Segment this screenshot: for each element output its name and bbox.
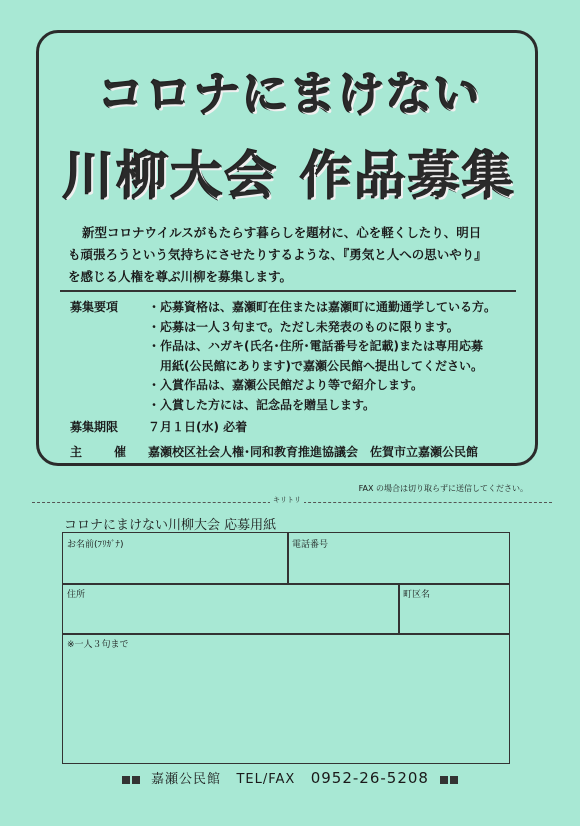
form-col-divider <box>398 583 400 633</box>
intro-line: 新型コロナウイルスがもたらす暮らしを題材に、心を軽くしたり、明日 <box>82 225 482 240</box>
requirements-list <box>148 298 528 415</box>
requirement-item: ・入賞した方には、記念品を贈呈します。 <box>148 397 376 412</box>
square-bullet-icon <box>450 776 458 784</box>
requirements-label: 募集要項 <box>70 300 119 314</box>
organizer-value: 嘉瀬校区社会人権･同和教育推進協議会 佐賀市立嘉瀬公民館 <box>148 445 479 459</box>
form-title: コロナにまけない川柳大会 応募用紙 <box>64 518 277 533</box>
district-field[interactable]: 町区名 <box>403 590 431 600</box>
title-line-1: コロナにまけない <box>98 67 482 121</box>
poem-field[interactable]: ※一人３句まで <box>67 640 129 650</box>
organizer-label: 主 催 <box>70 445 137 459</box>
address-field[interactable]: 住所 <box>67 590 86 600</box>
requirement-item: ・入賞作品は、嘉瀬公民館だより等で紹介します。 <box>148 378 424 392</box>
intro-line: を感じる人権を尊ぶ川柳を募集します。 <box>68 269 293 284</box>
cut-label: キリトリ <box>270 495 304 505</box>
square-bullet-icon <box>122 776 130 784</box>
form-row-divider <box>63 633 509 635</box>
requirement-item: ・応募資格は、嘉瀬町在住または嘉瀬町に通勤通学している方。 <box>148 300 497 314</box>
requirement-item: ・応募は一人３句まで。ただし未発表のものに限ります。 <box>148 319 459 334</box>
deadline-value: ７月１日(水) 必着 <box>148 420 248 434</box>
footer-phone-number: 0952-26-5208 <box>310 769 429 787</box>
requirement-item: ・作品は、ハガキ(氏名･住所･電話番号を記載)または専用応募 <box>148 339 483 353</box>
form-row-divider <box>63 583 509 585</box>
footer-telfax-label: TEL/FAX <box>236 772 296 787</box>
deadline-label: 募集期限 <box>70 420 119 434</box>
phone-field[interactable]: 電話番号 <box>292 540 329 550</box>
footer <box>0 768 580 787</box>
intro-text <box>68 222 518 288</box>
fax-note: FAX の場合は切り取らずに送信してください。 <box>358 484 528 493</box>
intro-line: も頑張ろうという気持ちにさせたりするような、『勇気と人への思いやり』 <box>68 247 487 262</box>
square-bullet-icon <box>132 776 140 784</box>
application-form <box>62 532 510 764</box>
form-col-divider <box>287 533 289 583</box>
footer-org: 嘉瀬公民館 <box>151 772 222 787</box>
divider <box>60 290 516 292</box>
title-line-2: 川柳大会 作品募集 <box>63 147 517 205</box>
name-field[interactable]: お名前(ﾌﾘｶﾞﾅ) <box>67 540 124 550</box>
requirement-item: 用紙(公民館にあります)で嘉瀬公民館へ提出してください。 <box>148 358 483 373</box>
square-bullet-icon <box>440 776 448 784</box>
